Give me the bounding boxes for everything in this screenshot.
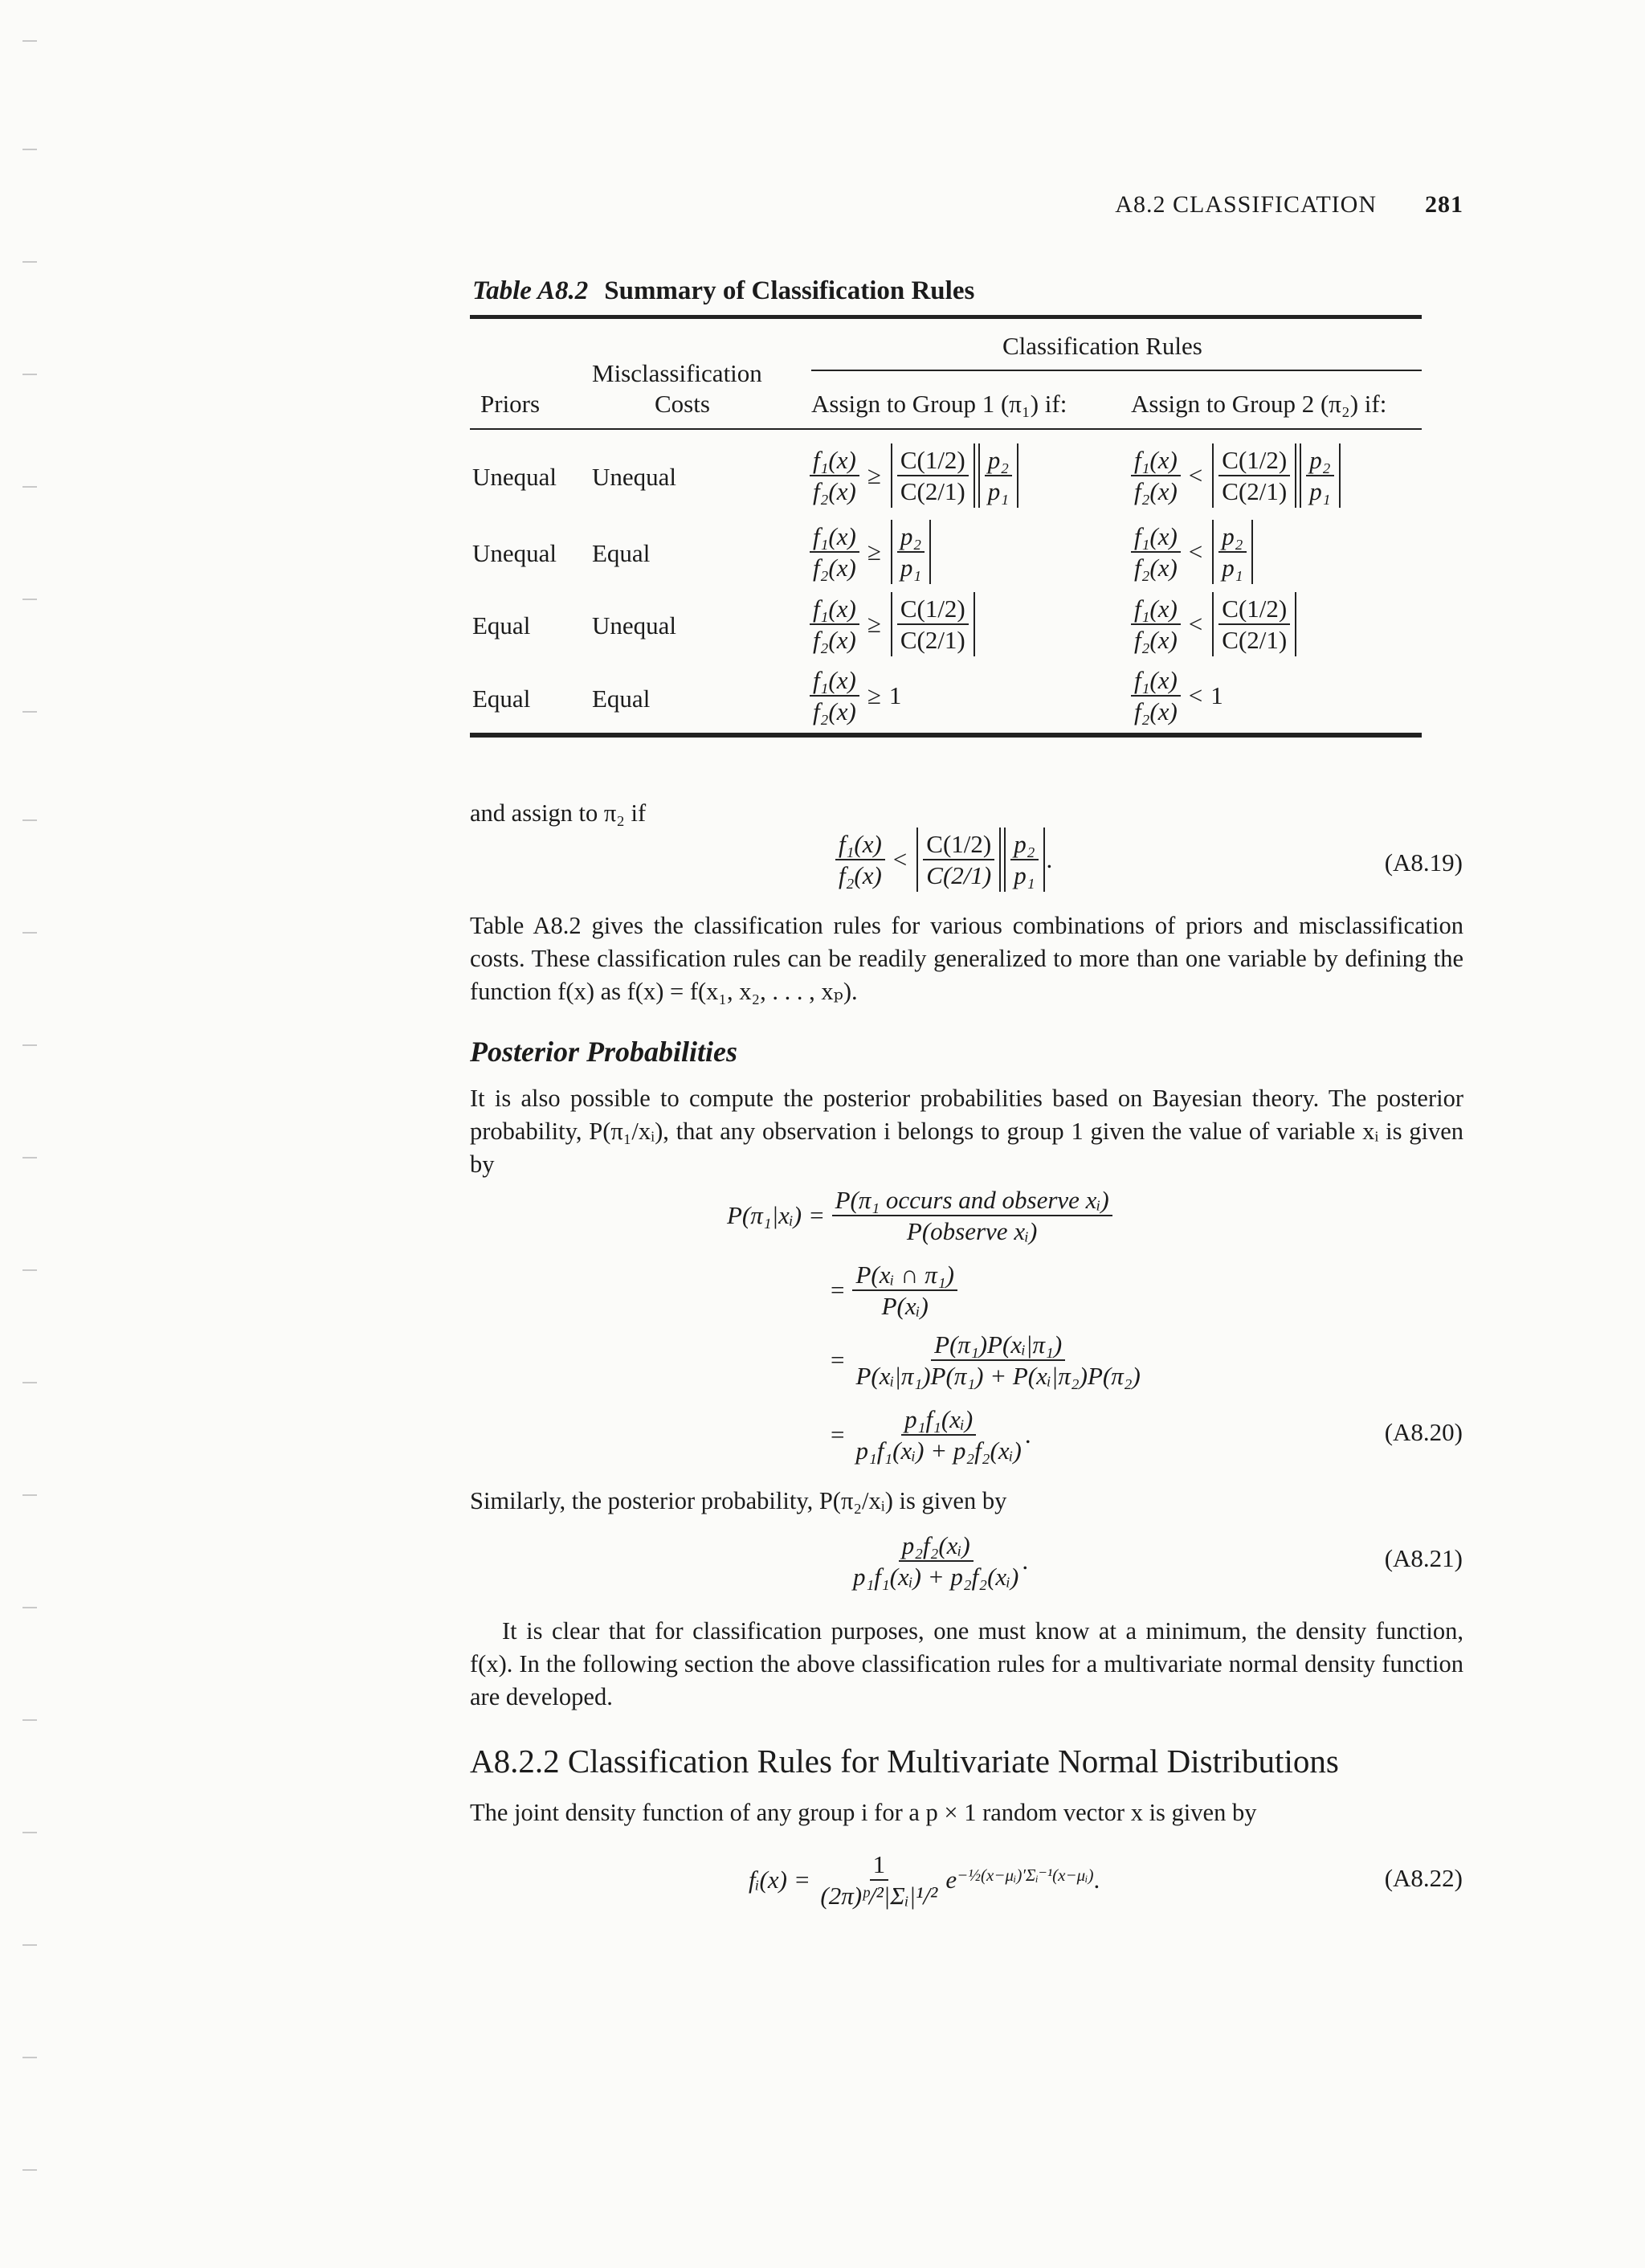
fraction <box>1131 445 1181 506</box>
table-caption <box>472 276 974 306</box>
margin-mark <box>22 819 37 821</box>
eq20-lhs: P(π₁|xᵢ) <box>727 1201 802 1230</box>
eq21-num: p₂f₂(xᵢ) <box>901 1531 970 1559</box>
heading-section-a8-2-2: A8.2.2 Classification Rules for Multivariate Normal Distributions <box>470 1743 1339 1780</box>
table-bottom-rule <box>470 733 1422 738</box>
prior-bracket <box>891 520 931 584</box>
prior-bracket <box>978 443 1018 508</box>
equation-a8-20-line1 <box>727 1185 1112 1246</box>
eq-number-a8-20: (A8.20) <box>1384 1418 1463 1446</box>
eq-number-a8-22: (A8.22) <box>1384 1864 1463 1892</box>
fraction <box>1131 521 1181 582</box>
eq20-l1-num: P(π₁ occurs and observe xᵢ) <box>835 1186 1109 1214</box>
one: 1 <box>1210 681 1223 710</box>
col-header-group1: Assign to Group 1 (π₁) if: <box>811 390 1067 418</box>
c21: C(2/1) <box>926 861 992 890</box>
margin-mark <box>22 1944 37 1946</box>
margin-mark <box>22 1832 37 1833</box>
less-than: < <box>892 845 908 874</box>
p1: p₁ <box>900 554 922 582</box>
rule-group2 <box>1131 592 1298 656</box>
margin-mark <box>22 1382 37 1383</box>
fraction <box>897 445 969 506</box>
prior-bracket <box>1300 443 1340 508</box>
cell-costs: Equal <box>592 684 651 713</box>
page-number: 281 <box>1425 191 1463 218</box>
c21: C(2/1) <box>1222 477 1288 506</box>
equals: = <box>794 1865 810 1894</box>
p1: p₁ <box>987 477 1010 506</box>
margin-mark <box>22 711 37 713</box>
rule-group1 <box>810 520 933 584</box>
equals: = <box>831 1420 845 1449</box>
margin-mark <box>22 486 37 488</box>
rule-group2 <box>1131 665 1223 726</box>
cell-costs: Unequal <box>592 611 677 640</box>
f1: f₁(x) <box>1134 595 1178 623</box>
equation-a8-20-line4 <box>822 1404 1031 1465</box>
eq20-l4-num: p₁f₁(xᵢ) <box>904 1405 974 1433</box>
eq21-den: p₁f₁(xᵢ) + p₂f₂(xᵢ) <box>853 1563 1019 1592</box>
cost-bracket <box>1212 443 1296 508</box>
p2: p₂ <box>900 522 922 550</box>
fraction <box>1131 594 1181 655</box>
running-header <box>1115 191 1463 219</box>
margin-mark <box>22 1494 37 1496</box>
f1: f₁(x) <box>813 522 856 550</box>
eq22-exponent: −½(x−μᵢ)′Σᵢ⁻¹(x−μᵢ) <box>957 1865 1094 1885</box>
margin-mark <box>22 1269 37 1271</box>
cell-costs: Unequal <box>592 463 677 491</box>
cell-priors: Unequal <box>472 463 557 491</box>
f1: f₁(x) <box>839 830 882 858</box>
eq22-exp-base: e <box>945 1865 957 1894</box>
f1: f₁(x) <box>1134 666 1178 694</box>
cost-bracket <box>891 443 975 508</box>
eq22-num: 1 <box>870 1849 889 1881</box>
col-header-costs-1: Misclassification <box>592 359 762 387</box>
rules-span-rule <box>811 370 1422 371</box>
equals: = <box>831 1276 845 1305</box>
margin-mark <box>22 149 37 150</box>
eq20-l3-num: P(π₁)P(xᵢ|π₁) <box>934 1330 1063 1359</box>
rule-group1 <box>810 443 1020 508</box>
equation-a8-19 <box>835 828 1052 892</box>
paragraph-posterior: It is also possible to compute the posterior probabilities based on Bayesian theory. The posterior probability, P(π₁/xᵢ), that any observation i belongs to group 1 given the value of variable xᵢ is given by <box>470 1085 1463 1178</box>
p2: p₂ <box>987 446 1010 474</box>
c12: C(1/2) <box>900 595 965 623</box>
heading-posterior-probabilities: Posterior Probabilities <box>470 1036 737 1068</box>
cell-priors: Unequal <box>472 539 557 567</box>
equals: = <box>831 1346 845 1375</box>
paragraph-joint-density: The joint density function of any group i for a p × 1 random vector x is given by <box>470 1799 1257 1826</box>
margin-mark <box>22 2169 37 2171</box>
paragraph-similarly: Similarly, the posterior probability, P(π₂/xᵢ) is given by <box>470 1487 1007 1514</box>
p2: p₂ <box>1309 446 1331 474</box>
f2: f₂(x) <box>813 626 856 655</box>
fraction <box>1218 445 1290 506</box>
rule-operator: ≥ <box>867 681 881 710</box>
prior-bracket <box>1212 520 1252 584</box>
cost-bracket <box>1212 592 1296 656</box>
header-section: A8.2 CLASSIFICATION <box>1115 191 1377 218</box>
period: . <box>1093 1865 1100 1894</box>
eq20-l1-den: P(observe xᵢ) <box>906 1217 1038 1246</box>
margin-mark <box>22 374 37 375</box>
eq-number-a8-19: (A8.19) <box>1384 848 1463 877</box>
fraction <box>810 594 859 655</box>
col-header-priors: Priors <box>480 390 541 418</box>
col-header-rules: Classification Rules <box>1002 332 1202 360</box>
f2: f₂(x) <box>1134 554 1178 582</box>
cost-bracket <box>891 592 975 656</box>
margin-mark <box>22 1044 37 1046</box>
f2: f₂(x) <box>813 477 856 506</box>
p2: p₂ <box>1222 522 1243 550</box>
rule-group2 <box>1131 443 1342 508</box>
period: . <box>1046 845 1053 874</box>
f2: f₂(x) <box>1134 477 1178 506</box>
margin-mark <box>22 932 37 934</box>
rule-group1 <box>810 665 901 726</box>
p2: p₂ <box>1014 830 1035 858</box>
assign-line: and assign to π₂ if <box>470 799 647 827</box>
table-caption-title: Summary of Classification Rules <box>604 276 975 305</box>
fraction <box>1131 665 1181 726</box>
c12: C(1/2) <box>923 829 994 860</box>
eq22-den: (2π)ᵖ/²|Σᵢ|¹/² <box>820 1882 938 1910</box>
eq20-l4-den: p₁f₁(xᵢ) + p₂f₂(xᵢ) <box>855 1436 1022 1465</box>
c12: C(1/2) <box>1222 446 1288 474</box>
table-caption-label: Table A8.2 <box>472 276 589 305</box>
cell-costs: Equal <box>592 539 651 567</box>
paragraph-density: It is clear that for classification purposes, one must know at a minimum, the density function, f(x). In the following section the above classification rules for a multivariate normal density function are developed. <box>470 1617 1463 1710</box>
p1: p₁ <box>1309 477 1331 506</box>
fraction <box>1218 594 1290 655</box>
fraction <box>1306 445 1333 506</box>
fraction <box>897 521 925 582</box>
margin-mark <box>22 599 37 600</box>
f1: f₁(x) <box>1134 446 1178 474</box>
rule-operator: ≥ <box>867 537 881 566</box>
p1: p₁ <box>1014 861 1035 890</box>
fraction <box>897 594 969 655</box>
f2: f₂(x) <box>839 861 882 890</box>
margin-mark <box>22 1719 37 1721</box>
rule-group2 <box>1131 520 1255 584</box>
rule-operator: < <box>1188 610 1203 639</box>
fraction <box>810 665 859 726</box>
rule-operator: < <box>1188 461 1203 490</box>
eq-number-a8-21: (A8.21) <box>1384 1544 1463 1572</box>
period: . <box>1024 1420 1031 1449</box>
table-top-rule <box>470 315 1422 319</box>
equals: = <box>810 1201 824 1230</box>
table-header-rule <box>470 428 1422 430</box>
fraction <box>810 445 859 506</box>
equation-a8-20-line3 <box>822 1330 1144 1391</box>
margin-mark <box>22 2057 37 2058</box>
fraction <box>810 521 859 582</box>
c21: C(2/1) <box>900 626 965 655</box>
f2: f₂(x) <box>813 697 856 726</box>
f2: f₂(x) <box>1134 697 1178 726</box>
f1: f₁(x) <box>813 666 856 694</box>
margin-mark <box>22 1607 37 1608</box>
fraction <box>1218 521 1246 582</box>
f2: f₂(x) <box>1134 626 1178 655</box>
cost-bracket <box>916 828 1001 892</box>
period: . <box>1022 1547 1029 1575</box>
paragraph-rules-summary: Table A8.2 gives the classification rules for various combinations of priors and misclassification costs. These classification rules can be readily generalized to more than one variable by defining the function f(x) as f(x) = f(x₁, x₂, . . . , xₚ). <box>470 912 1463 1005</box>
eq22-lhs: fᵢ(x) <box>749 1865 787 1894</box>
f2: f₂(x) <box>813 554 856 582</box>
fraction <box>985 445 1012 506</box>
col-header-costs-2: Costs <box>655 390 710 418</box>
rule-operator: ≥ <box>867 461 881 490</box>
eq20-l2-num: P(xᵢ ∩ π₁) <box>855 1261 954 1289</box>
c21: C(2/1) <box>900 477 965 506</box>
f1: f₁(x) <box>813 595 856 623</box>
cell-priors: Equal <box>472 611 531 640</box>
rule-group1 <box>810 592 977 656</box>
equation-a8-22 <box>749 1849 1100 1910</box>
c12: C(1/2) <box>1222 595 1288 623</box>
rule-operator: ≥ <box>867 610 881 639</box>
cell-priors: Equal <box>472 684 531 713</box>
p1: p₁ <box>1222 554 1243 582</box>
margin-mark <box>22 1157 37 1159</box>
c21: C(2/1) <box>1222 626 1288 655</box>
prior-bracket <box>1004 828 1044 892</box>
equation-a8-21 <box>850 1530 1028 1592</box>
f1: f₁(x) <box>1134 522 1178 550</box>
col-header-group2: Assign to Group 2 (π₂) if: <box>1131 390 1387 418</box>
f1: f₁(x) <box>813 446 856 474</box>
rule-operator: < <box>1188 537 1203 566</box>
equation-a8-20-line2 <box>822 1260 957 1321</box>
margin-mark <box>22 261 37 263</box>
one: 1 <box>888 681 902 710</box>
rule-operator: < <box>1188 681 1203 710</box>
c12: C(1/2) <box>900 446 965 474</box>
margin-mark <box>22 40 37 42</box>
eq20-l3-den: P(xᵢ|π₁)P(π₁) + P(xᵢ|π₂)P(π₂) <box>855 1362 1141 1391</box>
eq20-l2-den: P(xᵢ) <box>881 1292 929 1321</box>
ratio-fraction <box>835 829 885 890</box>
